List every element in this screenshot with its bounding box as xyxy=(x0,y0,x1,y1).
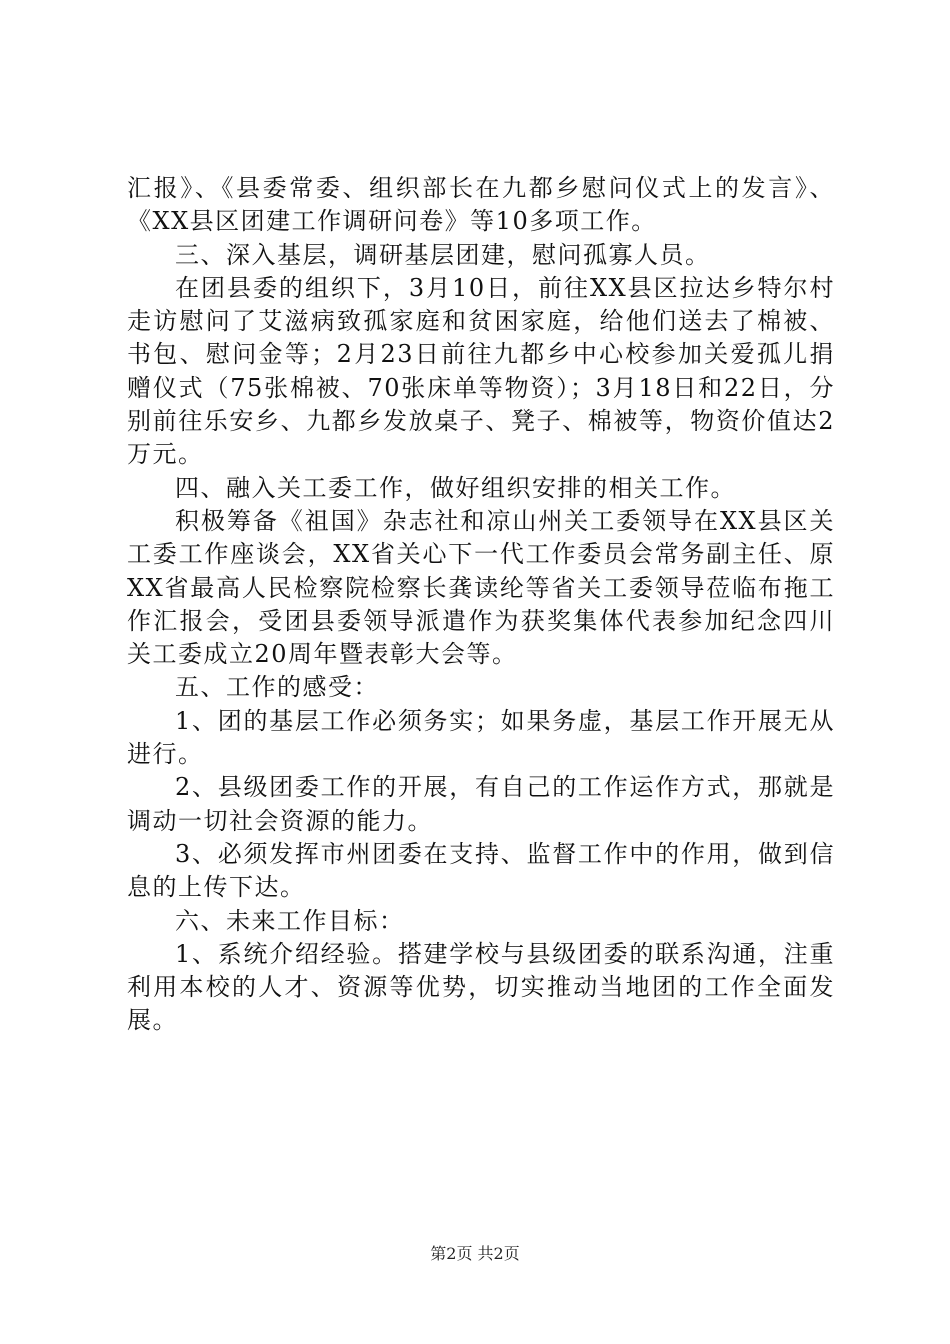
paragraph-4: 四、融入关工委工作，做好组织安排的相关工作。 xyxy=(175,473,736,502)
paragraph-10: 六、未来工作目标： xyxy=(175,906,405,935)
paragraph-7: 1、团的基层工作必须务实；如果务虚，基层工作开展无从进行。 xyxy=(127,706,835,769)
document-body xyxy=(127,172,835,1038)
paragraph-5: 积极筹备《祖国》杂志社和凉山州关工委领导在XX县区关工委工作座谈会，XX省关心下一代工作委员会常务副主任、原XX省最高人民检察院检察长龚读纶等省关工委领导莅临布拖工作汇报会，受团县委领导派遣作为获奖集体代表参加纪念四川关工委成立20周年暨表彰大会等。 xyxy=(127,506,835,669)
paragraph-3: 在团县委的组织下，3月10日，前往XX县区拉达乡特尔村走访慰问了艾滋病致孤家庭和贫困家庭，给他们送去了棉被、书包、慰问金等；2月23日前往九都乡中心校参加关爱孤儿捐赠仪式（75张棉被、70张床单等物资）；3月18日和22日，分别前往乐安乡、九都乡发放桌子、凳子、棉被等，物资价值达2万元。 xyxy=(127,273,835,469)
paragraph-6: 五、工作的感受： xyxy=(175,673,379,702)
page-number-footer: 第2页 共2页 xyxy=(430,1244,520,1263)
paragraph-9: 3、必须发挥市州团委在支持、监督工作中的作用，做到信息的上传下达。 xyxy=(127,839,835,902)
paragraph-1: 汇报》、《县委常委、组织部长在九都乡慰问仪式上的发言》、《XX县区团建工作调研问卷》等10多项工作。 xyxy=(127,174,835,236)
paragraph-8: 2、县级团委工作的开展，有自己的工作运作方式，那就是调动一切社会资源的能力。 xyxy=(127,773,835,835)
paragraph-11: 1、系统介绍经验。搭建学校与县级团委的联系沟通，注重利用本校的人才、资源等优势，切实推动当地团的工作全面发展。 xyxy=(127,939,835,1035)
paragraph-2: 三、深入基层，调研基层团建，慰问孤寡人员。 xyxy=(175,240,711,269)
